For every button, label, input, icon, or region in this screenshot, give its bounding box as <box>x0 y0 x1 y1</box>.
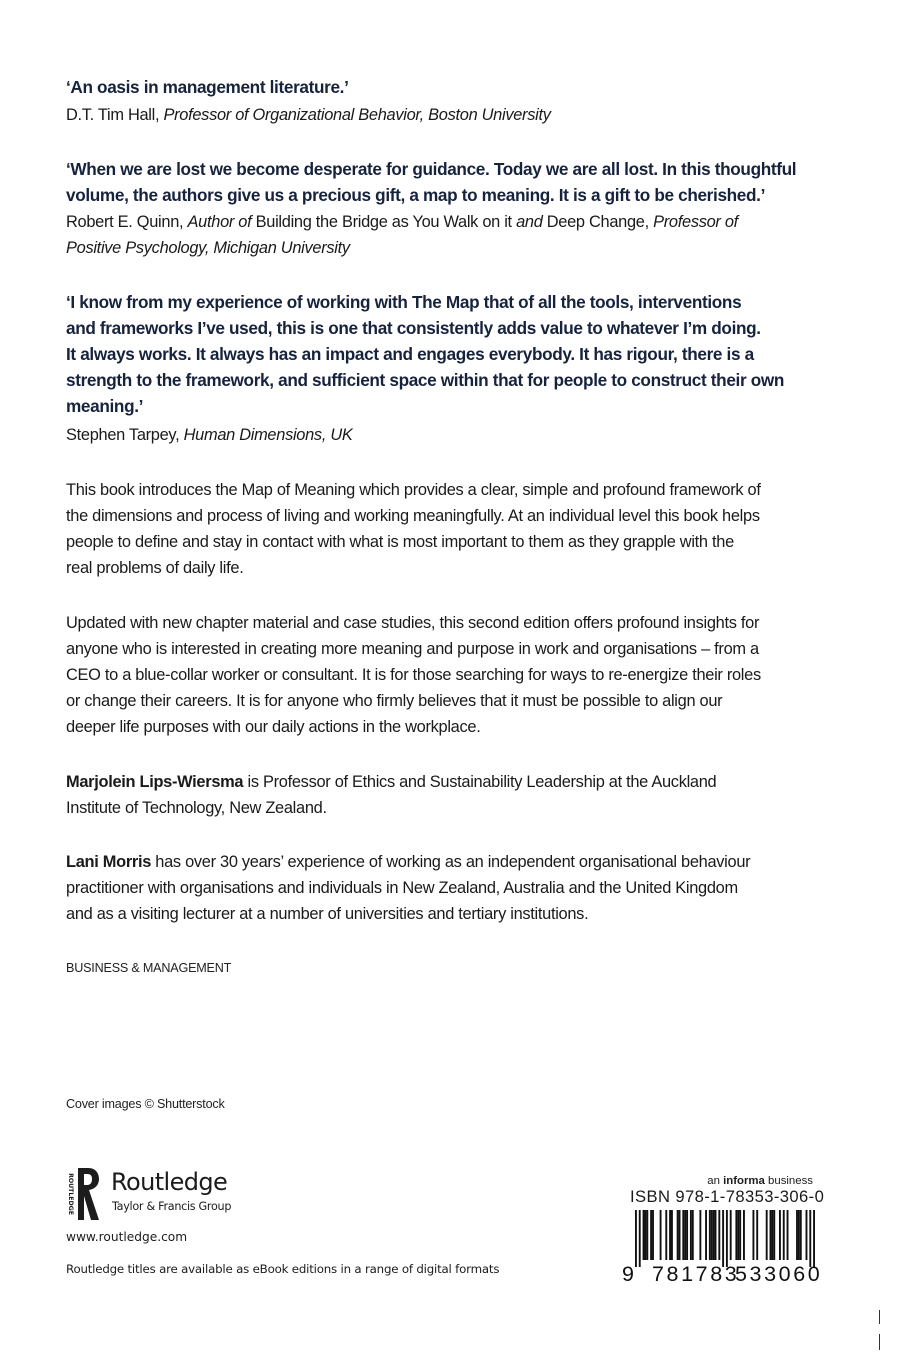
barcode-bar <box>679 1210 681 1260</box>
text-line: has over 30 years’ experience of working as an independent organisational behaviour <box>151 853 751 871</box>
text-line: Institute of Technology, New Zealand. <box>66 799 327 817</box>
barcode-bar <box>796 1210 798 1260</box>
barcode-bar <box>726 1210 728 1267</box>
text-line: the dimensions and process of living and working meaningfully. At an individual level this book helps <box>66 507 760 525</box>
attribution-role: Author of <box>187 213 256 231</box>
barcode-digits-right: 533060 <box>735 1262 823 1286</box>
attribution-name: D.T. Tim Hall, <box>66 106 164 124</box>
attribution-title: Professor of Organizational Behavior, Boston University <box>163 106 551 124</box>
barcode-bar <box>743 1210 745 1260</box>
author-name: Marjolein Lips-Wiersma <box>66 773 244 791</box>
barcode-bar <box>800 1210 802 1260</box>
barcode-bar <box>752 1210 754 1260</box>
quote-line: ‘When we are lost we become desperate for guidance. Today we are all lost. In this thoughtful <box>66 159 797 179</box>
text-line: This book introduces the Map of Meaning which provides a clear, simple and profound framework of <box>66 481 761 499</box>
book-title: Deep Change, <box>546 213 654 231</box>
trim-mark <box>879 1310 880 1324</box>
quote-line: It always works. It always has an impact and engages everybody. It has rigour, there is a <box>66 344 754 364</box>
barcode-bar <box>735 1210 737 1260</box>
text-line: CEO to a blue-collar worker or consultant. It is for those searching for ways to re-energize their roles <box>66 666 761 684</box>
attribution-name: Stephen Tarpey, <box>66 426 184 444</box>
barcode-bar <box>639 1210 641 1267</box>
barcode-bar <box>677 1210 679 1260</box>
description-paragraph-2 <box>66 610 826 740</box>
barcode-bar <box>739 1210 741 1260</box>
barcode-bar <box>713 1210 715 1260</box>
attribution-title: Human Dimensions, UK <box>183 426 353 444</box>
text-line: Updated with new chapter material and case studies, this second edition offers profound insights for <box>66 614 760 632</box>
text-line: real problems of daily life. <box>66 559 244 577</box>
isbn-barcode <box>635 1210 815 1267</box>
barcode-bar <box>766 1210 768 1260</box>
text-line: is Professor of Ethics and Sustainability Leadership at the Auckland <box>243 773 717 791</box>
isbn-label: ISBN 978-1-78353-306-0 <box>630 1187 825 1206</box>
barcode-bar <box>806 1210 808 1260</box>
barcode-bar <box>705 1210 707 1260</box>
quote-1-attribution <box>66 102 551 128</box>
barcode-bar <box>718 1210 720 1260</box>
quote-2 <box>66 156 796 208</box>
quote-2-attribution <box>66 209 738 261</box>
barcode-bar <box>644 1210 646 1260</box>
barcode-bar <box>699 1210 701 1260</box>
barcode-bar <box>809 1210 811 1267</box>
attribution-title: Professor of <box>653 213 738 231</box>
cover-credit: Cover images © Shutterstock <box>66 1097 225 1111</box>
quote-line: volume, the authors give us a precious gift, a map to meaning. It is a gift to be cherished.’ <box>66 185 766 205</box>
barcode-bar <box>756 1210 758 1260</box>
ebook-note: Routledge titles are available as eBook editions in a range of digital formats <box>66 1262 500 1276</box>
barcode-bar <box>646 1210 648 1260</box>
barcode-bar <box>770 1210 772 1260</box>
informa-business-label: an informa business <box>707 1175 813 1187</box>
barcode-bar <box>711 1210 713 1260</box>
informa-brand: informa <box>723 1175 765 1187</box>
barcode-digits <box>622 1262 822 1290</box>
barcode-bar <box>722 1210 724 1267</box>
author-name: Lani Morris <box>66 853 152 871</box>
barcode-bar <box>692 1210 694 1260</box>
category-label: BUSINESS & MANAGEMENT <box>66 961 232 975</box>
text-line: people to define and stay in contact with what is most important to them as they grapple with the <box>66 533 734 551</box>
logo-vertical-text: ROUTLEDGE <box>67 1173 74 1215</box>
publisher-name: Routledge <box>111 1168 228 1196</box>
barcode-bar <box>798 1210 800 1260</box>
author-bio-1 <box>66 769 826 821</box>
text-line: practitioner with organisations and individuals in New Zealand, Australia and the United Kingdom <box>66 879 738 897</box>
quote-line: meaning.’ <box>66 396 144 416</box>
barcode-bar <box>643 1210 645 1260</box>
publisher-website: www.routledge.com <box>66 1230 188 1244</box>
description-paragraph-1 <box>66 477 826 581</box>
barcode-bar <box>671 1210 673 1260</box>
barcode-bar <box>779 1210 781 1260</box>
author-bio-2 <box>66 849 826 927</box>
barcode-bar <box>737 1210 739 1260</box>
quote-line: ‘I know from my experience of working with The Map that of all the tools, interventions <box>66 292 742 312</box>
barcode-bar <box>635 1210 637 1267</box>
barcode-digits-left: 781783 <box>652 1262 740 1286</box>
text-line: and as a visiting lecturer at a number of universities and tertiary institutions. <box>66 905 589 923</box>
publisher-group: Taylor & Francis Group <box>112 1200 232 1213</box>
barcode-digit-lead: 9 <box>622 1262 634 1286</box>
barcode-bar <box>652 1210 654 1260</box>
barcode-bar <box>660 1210 662 1260</box>
quote-1 <box>66 74 349 100</box>
barcode-bar <box>669 1210 671 1260</box>
barcode-bar <box>715 1210 717 1260</box>
attribution-and: and <box>516 213 547 231</box>
barcode-bar <box>783 1210 785 1260</box>
routledge-logo-icon <box>66 1166 100 1222</box>
barcode-bar <box>771 1210 773 1260</box>
barcode-bar <box>682 1210 684 1260</box>
barcode-bar <box>730 1210 732 1260</box>
book-title: Building the Bridge as You Walk on it <box>255 213 517 231</box>
quote-3-attribution <box>66 422 353 448</box>
barcode-bar <box>650 1210 652 1260</box>
attribution-title: Positive Psychology, Michigan University <box>66 239 350 257</box>
barcode-bar <box>787 1210 789 1260</box>
trim-mark <box>879 1334 880 1350</box>
quote-3 <box>66 289 784 419</box>
quote-line: ‘An oasis in management literature.’ <box>66 77 349 97</box>
quote-line: and frameworks I’ve used, this is one that consistently adds value to whatever I’m doing. <box>66 318 761 338</box>
quote-line: strength to the framework, and sufficient space within that for people to construct their own <box>66 370 785 390</box>
barcode-bar <box>686 1210 688 1260</box>
text-line: or change their careers. It is for anyone who firmly believes that it must be possible to align our <box>66 692 723 710</box>
barcode-bar <box>709 1210 711 1260</box>
text-line: deeper life purposes with our daily actions in the workplace. <box>66 718 481 736</box>
barcode-bar <box>665 1210 667 1260</box>
text-line: anyone who is interested in creating more meaning and purpose in work and organisations – from a <box>66 640 759 658</box>
barcode-bar <box>684 1210 686 1260</box>
barcode-bar <box>773 1210 775 1260</box>
barcode-bar <box>813 1210 815 1267</box>
barcode-bar <box>690 1210 692 1260</box>
attribution-name: Robert E. Quinn, <box>66 213 188 231</box>
